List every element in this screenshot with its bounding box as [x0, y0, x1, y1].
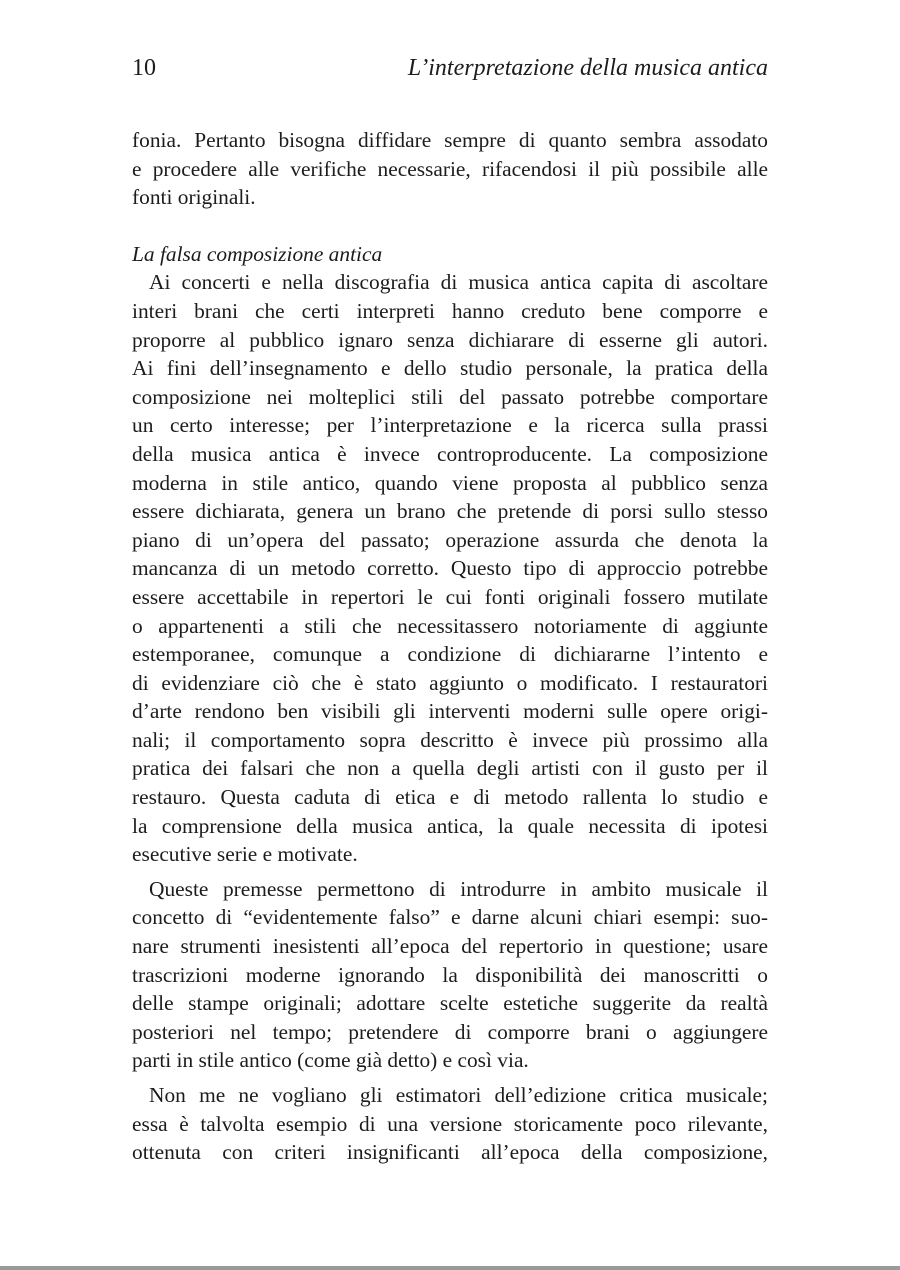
- text-line: essere accettabile in repertori le cui fonti originali fossero mutilate: [132, 584, 768, 609]
- text-line: nali; il comportamento sopra descritto è invece più prossimo alla: [132, 727, 768, 752]
- running-title: L’interpretazione della musica antica: [407, 55, 768, 81]
- text-line: trascrizioni moderne ignorando la disponibilità dei manoscritti o: [132, 962, 768, 987]
- text-line: restauro. Questa caduta di etica e di metodo rallenta lo studio e: [132, 785, 768, 810]
- text-line: un certo interesse; per l’interpretazione e la ricerca sulla prassi: [132, 413, 768, 438]
- text-line: e procedere alle verifiche necessarie, rifacendosi il più possibile alle: [132, 156, 768, 181]
- text-line: interi brani che certi interpreti hanno creduto bene comporre e: [132, 298, 768, 323]
- text-line: pratica dei falsari che non a quella degli artisti con il gusto per il: [132, 756, 768, 781]
- text-line: essere dichiarata, genera un brano che pretende di porsi sullo stesso: [132, 499, 768, 524]
- body-text: [132, 126, 768, 1167]
- paragraph-2: [132, 268, 768, 868]
- text-line: parti in stile antico (come già detto) e così via.: [132, 1048, 529, 1073]
- text-line: di evidenziare ciò che è stato aggiunto o modificato. I restauratori: [132, 670, 768, 695]
- text-line: Ai concerti e nella discografia di musica antica capita di ascoltare: [149, 270, 768, 295]
- text-line: proporre al pubblico ignaro senza dichiarare di esserne gli autori.: [132, 327, 768, 352]
- text-line: moderna in stile antico, quando viene proposta al pubblico senza: [132, 470, 768, 495]
- text-line: composizione nei molteplici stili del passato potrebbe comportare: [132, 384, 768, 409]
- text-line: essa è talvolta esempio di una versione storicamente poco rilevante,: [132, 1111, 768, 1136]
- text-line: delle stampe originali; adottare scelte estetiche suggerite da realtà: [132, 991, 768, 1016]
- text-line: della musica antica è invece controproducente. La composizione: [132, 441, 768, 466]
- paragraph-1: [132, 126, 768, 212]
- page-bottom-edge: [0, 1266, 900, 1270]
- text-line: ottenuta con criteri insignificanti all’epoca della composizione,: [132, 1140, 768, 1165]
- text-line: mancanza di un metodo corretto. Questo tipo di approccio potrebbe: [132, 556, 768, 581]
- text-line: posteriori nel tempo; pretendere di comporre brani o aggiungere: [132, 1019, 768, 1044]
- text-line: Queste premesse permettono di introdurre in ambito musicale il: [149, 876, 768, 901]
- section-heading: La falsa composizione antica: [132, 241, 383, 266]
- paragraph-4: [132, 1081, 768, 1167]
- text-line: la comprensione della musica antica, la quale necessita di ipotesi: [132, 813, 768, 838]
- text-line: nare strumenti inesistenti all’epoca del repertorio in questione; usare: [132, 934, 768, 959]
- text-line: fonia. Pertanto bisogna diffidare sempre di quanto sembra assodato: [132, 128, 768, 152]
- paragraph-3: [132, 875, 768, 1075]
- text-line: Ai fini dell’insegnamento e dello studio personale, la pratica della: [132, 356, 768, 381]
- text-line: concetto di “evidentemente falso” e darne alcuni chiari esempi: suo-: [132, 905, 768, 930]
- text-line: o appartenenti a stili che necessitassero notoriamente di aggiunte: [132, 613, 768, 638]
- text-line: Non me ne vogliano gli estimatori dell’edizione critica musicale;: [149, 1083, 768, 1107]
- text-line: piano di un’opera del passato; operazione assurda che denota la: [132, 527, 768, 552]
- text-line: esecutive serie e motivate.: [132, 842, 358, 867]
- page-number: 10: [132, 55, 156, 81]
- text-line: estemporanee, comunque a condizione di dichiararne l’intento e: [132, 642, 768, 667]
- running-head: [132, 52, 768, 84]
- text-line: fonti originali.: [132, 185, 256, 210]
- text-line: d’arte rendono ben visibili gli interventi moderni sulle opere origi-: [132, 699, 768, 724]
